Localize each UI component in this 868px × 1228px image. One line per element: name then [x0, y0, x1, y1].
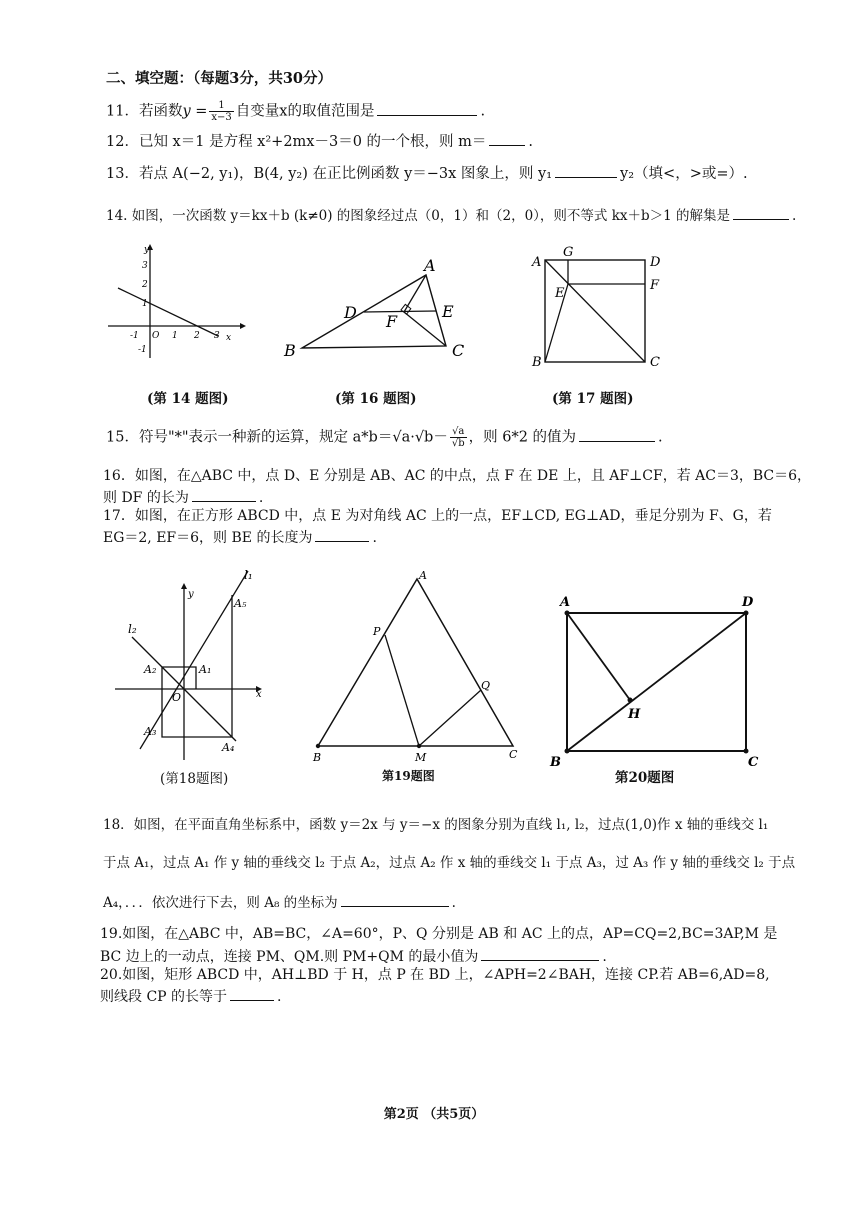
question-20-line1: 20.如图，矩形 ABCD 中，AH⊥BD 于 H，点 P 在 BD 上，∠APH=2∠BAH，连接 CP.若 AB=6,AD=8, — [100, 967, 770, 983]
fig18-label-l2: l₂ — [128, 622, 137, 636]
fig14-xtick-1: 1 — [172, 331, 178, 341]
question-15 — [106, 426, 663, 449]
q11-denominator: x−3 — [211, 112, 232, 123]
fig18-caption: (第18题图) — [160, 771, 229, 787]
question-18-line3 — [103, 892, 456, 912]
figure-17 — [528, 240, 668, 375]
fig14-xtick-3: 3 — [214, 331, 220, 341]
q15-numerator: √a — [450, 426, 467, 438]
q19-end: . — [602, 949, 607, 965]
q18-end: . — [451, 895, 456, 911]
q13-post: y₂（填<，>或=）. — [620, 166, 748, 182]
fig19-label-C: C — [509, 748, 518, 761]
q11-post: 自变量x的取值范围是 — [235, 103, 375, 120]
fig14-tick-3: 3 — [142, 261, 148, 271]
question-19-line2 — [100, 946, 607, 966]
q11-end: . — [480, 103, 486, 120]
q16-line2-text: 则 DF 的长为 — [103, 490, 189, 506]
q11-answer-blank[interactable] — [377, 101, 477, 116]
q16-answer-blank[interactable] — [192, 487, 256, 502]
fig19-caption: 第19题图 — [382, 769, 435, 783]
fig18-label-O: O — [172, 691, 182, 704]
q12-answer-blank[interactable] — [489, 131, 525, 146]
question-19-line1: 19.如图，在△ABC 中，AB=BC，∠A=60°，P、Q 分别是 AB 和 AC 上的点，AP=CQ=2,BC=3AP,M 是 — [100, 926, 778, 942]
fig20-point-H — [628, 698, 633, 703]
fig16-cf — [404, 312, 446, 346]
q11-numerator: 1 — [209, 100, 233, 112]
fig17-label-F: F — [650, 278, 660, 293]
fig19-pm — [385, 635, 419, 746]
fig18-label-A5: A₅ — [234, 597, 247, 610]
fig18-path — [162, 595, 232, 737]
question-16-line1: 16．如图，在△ABC 中，点 D、E 分别是 AB、AC 的中点，点 F 在 DE 上，且 AF⊥CF，若 AC＝3，BC＝6， — [103, 468, 812, 484]
fig19-qm — [419, 690, 481, 746]
fig18-label-A3: A₃ — [144, 725, 157, 738]
q20-line2-text: 则线段 CP 的长等于 — [100, 989, 228, 1005]
fig18-label-l1: l₁ — [244, 568, 253, 582]
q14-text: 14. 如图，一次函数 y＝kx＋b (k≠0) 的图象经过点（0，1）和（2，0），则不等式 kx＋b＞1 的解集是 — [106, 208, 731, 224]
fig17-caption: (第 17 题图) — [552, 391, 634, 407]
q15-post: ，则 6*2 的值为 — [468, 429, 577, 446]
q15-pre: 15．符号"*"表示一种新的运算，规定 a*b＝√a·√b－ — [106, 429, 448, 446]
fig20-point-A — [565, 611, 570, 616]
q20-end: . — [277, 989, 282, 1005]
q15-fraction — [450, 426, 467, 449]
q15-end: . — [658, 429, 663, 446]
fig19-label-M: M — [415, 751, 427, 764]
fig14-tick-1: 1 — [142, 299, 148, 309]
fig20-point-B — [565, 749, 570, 754]
figure-20 — [548, 590, 768, 775]
fig20-label-A: A — [560, 595, 571, 610]
question-20-line2 — [100, 986, 282, 1006]
q11-func: y = — [182, 103, 208, 120]
q20-answer-blank[interactable] — [230, 986, 274, 1001]
question-12 — [106, 131, 533, 151]
fig20-label-D: D — [742, 595, 754, 610]
q15-denominator: √b — [451, 438, 465, 449]
question-16-line2 — [103, 487, 263, 507]
fig16-midline — [364, 311, 436, 312]
fig17-label-A: A — [532, 255, 542, 270]
q11-fraction — [209, 100, 233, 123]
q17-answer-blank[interactable] — [315, 527, 369, 542]
fig16-label-B: B — [284, 341, 296, 360]
fig18-label-A4: A₄ — [222, 741, 235, 754]
fig16-label-E: E — [442, 302, 454, 321]
fig14-origin: O — [152, 331, 160, 341]
fig14-line — [118, 288, 218, 336]
fig19-point-M — [417, 744, 421, 748]
q17-line2-text: EG＝2, EF＝6，则 BE 的长度为 — [103, 530, 313, 546]
fig14-x-arrow — [240, 323, 246, 329]
q19-line2-text: BC 边上的一动点，连接 PM、QM.则 PM+QM 的最小值为 — [100, 949, 479, 965]
fig18-label-x: x — [256, 689, 262, 700]
page-footer: 第2页 （共5页） — [383, 1107, 485, 1122]
q15-answer-blank[interactable] — [579, 427, 655, 442]
fig16-label-A: A — [424, 256, 436, 275]
figure-16 — [280, 255, 480, 365]
fig20-label-C: C — [748, 755, 759, 770]
question-18-line2: 于点 A₁，过点 A₁ 作 y 轴的垂线交 l₂ 于点 A₂，过点 A₂ 作 x 轴的垂线交 l₁ 于点 A₃，过 A₃ 作 y 轴的垂线交 l₂ 于点 — [103, 855, 796, 871]
figure-14 — [100, 240, 250, 370]
fig19-label-Q: Q — [481, 679, 491, 692]
q14-answer-blank[interactable] — [733, 205, 789, 220]
q12-end: . — [528, 134, 533, 150]
fig20-point-D — [744, 611, 749, 616]
fig17-label-C: C — [650, 355, 660, 370]
fig20-diagonal-bd — [567, 613, 746, 751]
q19-answer-blank[interactable] — [481, 946, 599, 961]
fig17-label-G: G — [563, 245, 574, 260]
fig14-tick-neg1: -1 — [138, 345, 147, 355]
fig14-xtick-2: 2 — [194, 331, 200, 341]
fig20-label-B: B — [550, 755, 561, 770]
fig17-label-D: D — [650, 255, 661, 270]
question-17-line1: 17．如图，在正方形 ABCD 中，点 E 为对角线 AC 上的一点，EF⊥CD, EG⊥AD，垂足分别为 F、G，若 — [103, 508, 772, 524]
q13-pre: 13．若点 A(−2, y₁)，B(4, y₂) 在正比例函数 y＝−3x 图象上，则 y₁ — [106, 166, 553, 182]
question-17-line2 — [103, 527, 377, 547]
fig14-caption: (第 14 题图) — [147, 391, 229, 407]
q12-text: 12．已知 x＝1 是方程 x²+2mx－3＝0 的一个根，则 m＝ — [106, 134, 487, 150]
fig14-xtick-neg1: -1 — [130, 331, 139, 341]
fig16-label-D: D — [344, 303, 357, 322]
fig19-triangle — [318, 579, 513, 746]
fig19-label-B: B — [313, 751, 322, 764]
question-14 — [106, 205, 796, 225]
question-11 — [106, 100, 485, 123]
q13-answer-blank[interactable] — [555, 163, 617, 178]
fig16-label-C: C — [452, 341, 465, 360]
fig17-label-E: E — [555, 286, 565, 301]
figure-18 — [110, 565, 275, 765]
fig17-label-B: B — [532, 355, 542, 370]
fig16-caption: (第 16 题图) — [335, 391, 417, 407]
fig19-point-B — [316, 744, 320, 748]
q17-end: . — [372, 530, 377, 546]
fig19-label-A: A — [419, 569, 427, 582]
fig14-label-x: x — [226, 333, 232, 343]
section-title: 二、填空题：（每题3分，共30分） — [106, 70, 333, 87]
figure-19 — [305, 565, 530, 770]
fig20-ah — [567, 613, 630, 700]
fig16-label-F: F — [386, 312, 398, 331]
fig20-point-C — [744, 749, 749, 754]
fig20-caption: 第20题图 — [615, 770, 675, 786]
fig14-tick-2: 2 — [142, 280, 148, 290]
q14-end: . — [792, 208, 797, 224]
question-13 — [106, 163, 748, 183]
question-18-line1: 18．如图，在平面直角坐标系中，函数 y＝2x 与 y＝−x 的图象分别为直线 l₁, l₂，过点(1,0)作 x 轴的垂线交 l₁ — [103, 817, 769, 833]
fig18-label-y: y — [188, 589, 194, 600]
fig14-label-y: y — [144, 245, 150, 255]
q11-pre: 11．若函数 — [106, 103, 183, 120]
q18-line3-text: A₄，．．．依次进行下去，则 A₈ 的坐标为 — [103, 895, 338, 911]
q18-answer-blank[interactable] — [341, 892, 449, 907]
fig18-label-A2: A₂ — [144, 663, 157, 676]
fig18-label-A1: A₁ — [199, 663, 212, 676]
fig19-label-P: P — [373, 625, 381, 638]
fig20-label-H: H — [628, 707, 641, 722]
q16-end: . — [258, 490, 264, 506]
fig18-y-arrow — [181, 583, 187, 589]
